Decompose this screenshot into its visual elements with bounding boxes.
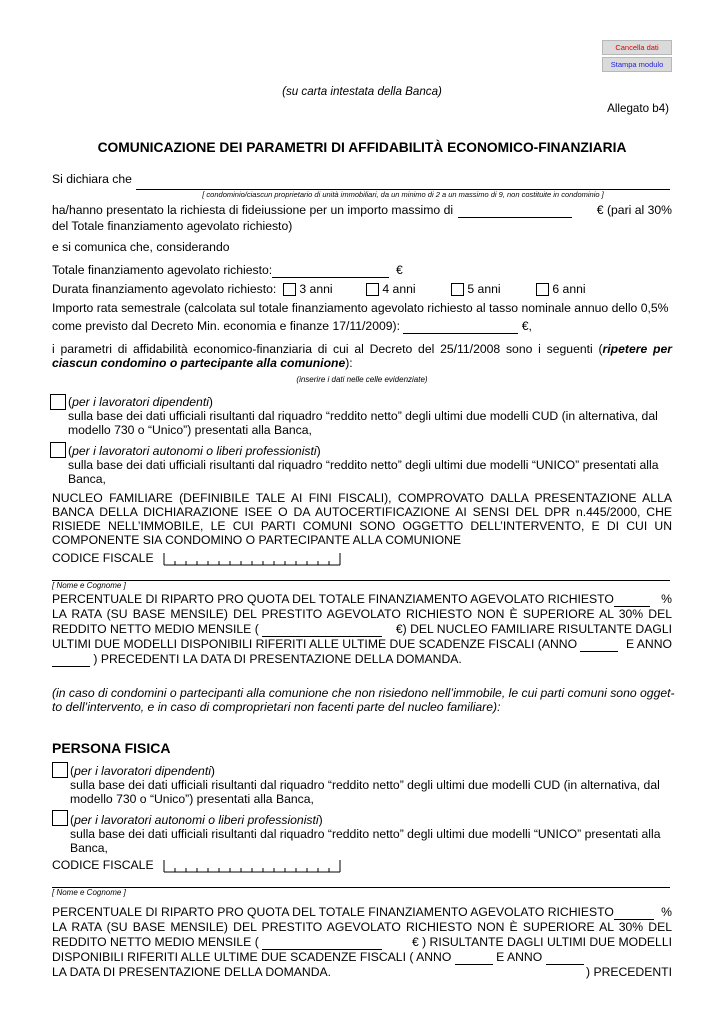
person-self-employed-label: (per i lavoratori autonomi o liberi professionisti) <box>70 813 323 827</box>
self-employed-checkbox[interactable] <box>50 442 66 458</box>
declares-text: Si dichiara che <box>52 172 132 186</box>
duration-option-3[interactable]: 3 anni <box>283 282 333 297</box>
total-financing-row: Totale finanziamento agevolato richiesto: € <box>52 263 403 277</box>
name-caption: [ Nome e Cognome ] <box>52 581 126 590</box>
person-employee-label: (per i lavoratori dipendenti) <box>70 764 215 778</box>
total-financing-field[interactable] <box>272 265 389 278</box>
duration-option-5[interactable]: 5 anni <box>451 282 501 297</box>
installment-line-2: come previsto dal Decreto Min. economia e finanze 17/11/2009): €, <box>52 319 532 333</box>
cancel-data-button[interactable]: Cancella dati <box>602 40 672 55</box>
guarantee-amount-field[interactable] <box>458 205 572 218</box>
duration-row: Durata finanziamento agevolato richiesto: <box>52 282 277 296</box>
params-line-1: i parametri di affidabilità economico-finanziaria di cui al Decreto del 25/11/2008 sono i seguenti (ripetere per <box>52 342 672 356</box>
params-line-2: ciascun condomino o partecipante alla comunione): <box>52 356 353 370</box>
guarantee-request-line-2: del Totale finanziamento agevolato richiesto) <box>52 219 293 233</box>
guarantee-request-line: ha/hanno presentato la richiesta di fideiussione per un importo massimo di € (pari al 30% <box>52 203 672 217</box>
employee-checkbox[interactable] <box>50 394 66 410</box>
person-year-1-field[interactable] <box>455 952 493 965</box>
checkbox-5-years[interactable] <box>451 283 464 296</box>
rate-line-2: REDDITO NETTO MEDIO MENSILE ( €) DEL NUCLEO FAMILIARE RISULTANTE DAGLI <box>52 622 672 636</box>
tax-code-comb <box>163 552 343 566</box>
person-self-employed-checkbox[interactable] <box>52 810 68 826</box>
person-self-employed-line-2: Banca, <box>70 841 108 855</box>
rate-line-4: ) PRECEDENTI LA DATA DI PRESENTAZIONE DELLA DOMANDA. <box>52 652 462 667</box>
person-name-line[interactable] <box>52 887 670 888</box>
self-employed-label: (per i lavoratori autonomi o liberi professionisti) <box>68 444 321 458</box>
person-tax-code-row: CODICE FISCALE <box>52 858 154 872</box>
print-form-button[interactable]: Stampa modulo <box>602 57 672 72</box>
household-line-2: BANCA DELLA DICHIARAZIONE ISEE O DA AUTOCERTIFICAZIONE AI SENSI DEL DPR n.445/2000, CHE <box>52 505 672 519</box>
share-percent-field[interactable] <box>614 594 650 607</box>
person-rate-line-4: LA DATA DI PRESENTAZIONE DELLA DOMANDA. <box>52 965 332 979</box>
considering-text: e si comunica che, considerando <box>52 240 230 254</box>
person-rate-line-3: DISPONIBILI RIFERITI ALLE ULTIME DUE SCADENZE FISCALI ( ANNO E ANNO ) PRECEDENTI <box>52 950 672 979</box>
rate-line-3: ULTIMI DUE MODELLI DISPONIBILI RIFERITI ALLE ULTIME DUE SCADENZE FISCALI (ANNO E ANNO <box>52 637 672 651</box>
person-self-employed-line-1: sulla base dei dati ufficiali risultanti dal riquadro “reddito netto” degli ultimi due modelli “UNICO” presentati alla <box>70 827 661 841</box>
person-tax-code-comb <box>163 859 343 873</box>
tax-code-field[interactable] <box>163 552 343 566</box>
checkbox-3-years[interactable] <box>283 283 296 296</box>
employee-line-2: modello 730 o “Unico”) presentati alla Banca, <box>68 423 312 437</box>
person-share-percent-field[interactable] <box>614 907 654 920</box>
name-line[interactable] <box>52 580 670 581</box>
installment-amount-field[interactable] <box>403 321 518 334</box>
self-employed-line-2: Banca, <box>68 472 106 486</box>
person-rate-line-2: REDDITO NETTO MEDIO MENSILE ( € ) RISULTANTE DAGLI ULTIMI DUE MODELLI <box>52 935 672 949</box>
fill-hint: (inserire i dati nelle celle evidenziate) <box>296 375 428 384</box>
duration-option-6[interactable]: 6 anni <box>536 282 586 297</box>
household-line-3: RISIEDE NELL’IMMOBILE, LE CUI PARTI COMUNI SONO OGGETTO DELL’INTERVENTO, E DI CUI UN <box>52 519 672 533</box>
person-employee-line-2: modello 730 o “Unico”) presentati alla Banca, <box>70 792 314 806</box>
person-employee-checkbox[interactable] <box>52 762 68 778</box>
net-income-field[interactable] <box>262 624 382 637</box>
note-line-2: to dell’intervento, e in caso di comproprietari non facenti parte del nucleo familiare): <box>52 700 501 714</box>
person-heading: PERSONA FISICA <box>52 740 171 756</box>
employee-line-1: sulla base dei dati ufficiali risultanti dal riquadro “reddito netto” degli ultimi due modelli CUD (in alternativa, dal <box>68 409 658 423</box>
person-name-caption: [ Nome e Cognome ] <box>52 888 126 897</box>
person-share-row: PERCENTUALE DI RIPARTO PRO QUOTA DEL TOTALE FINANZIAMENTO AGEVOLATO RICHIESTO % <box>52 905 672 919</box>
rate-line-1: LA RATA (SU BASE MENSILE) DEL PRESTITO AGEVOLATO RICHIESTO NON È SUPERIORE AL 30% DEL <box>52 607 672 621</box>
condominium-caption: [ condominio/ciascun proprietario di unità immobiliari, da un minimo di 2 a un massimo di 9, non costituite in condominio ] <box>202 190 604 199</box>
checkbox-4-years[interactable] <box>366 283 379 296</box>
page-title: COMUNICAZIONE DEI PARAMETRI DI AFFIDABILITÀ ECONOMICO-FINANZIARIA <box>97 140 627 155</box>
person-tax-code-field[interactable] <box>163 859 343 873</box>
tax-code-row: CODICE FISCALE <box>52 551 154 565</box>
person-year-2-field[interactable] <box>546 952 584 965</box>
self-employed-line-1: sulla base dei dati ufficiali risultanti dal riquadro “reddito netto” degli ultimi due modelli “UNICO” presentati alla <box>68 458 659 472</box>
person-employee-line-1: sulla base dei dati ufficiali risultanti dal riquadro “reddito netto” degli ultimi due modelli CUD (in alternativa, dal <box>70 778 660 792</box>
duration-option-4[interactable]: 4 anni <box>366 282 416 297</box>
checkbox-6-years[interactable] <box>536 283 549 296</box>
year-2-field[interactable] <box>52 654 90 667</box>
household-line-1: NUCLEO FAMILIARE (DEFINIBILE TALE AI FINI FISCALI), COMPROVATO DALLA PRESENTAZIONE ALLA <box>52 491 672 505</box>
year-1-field[interactable] <box>580 639 618 652</box>
employee-label: (per i lavoratori dipendenti) <box>68 395 213 409</box>
installment-line-1: Importo rata semestrale (calcolata sul totale finanziamento agevolato richiesto al tasso nominale annuo dello 0,5% <box>52 301 669 315</box>
note-line-1: (in caso di condomini o partecipanti alla comunione che non risiedono nell’immobile, le cui parti comuni sono ogget- <box>52 686 675 700</box>
household-line-4: COMPONENTE SIA CONDOMINO O PARTECIPANTE ALLA COMUNIONE <box>52 533 462 547</box>
letterhead-note: (su carta intestata della Banca) <box>282 85 442 98</box>
person-rate-line-1: LA RATA (SU BASE MENSILE) DEL PRESTITO AGEVOLATO RICHIESTO NON È SUPERIORE AL 30% DEL <box>52 920 672 934</box>
person-net-income-field[interactable] <box>262 937 382 950</box>
annex-label: Allegato b4) <box>607 102 669 115</box>
share-row: PERCENTUALE DI RIPARTO PRO QUOTA DEL TOTALE FINANZIAMENTO AGEVOLATO RICHIESTO % <box>52 592 672 606</box>
